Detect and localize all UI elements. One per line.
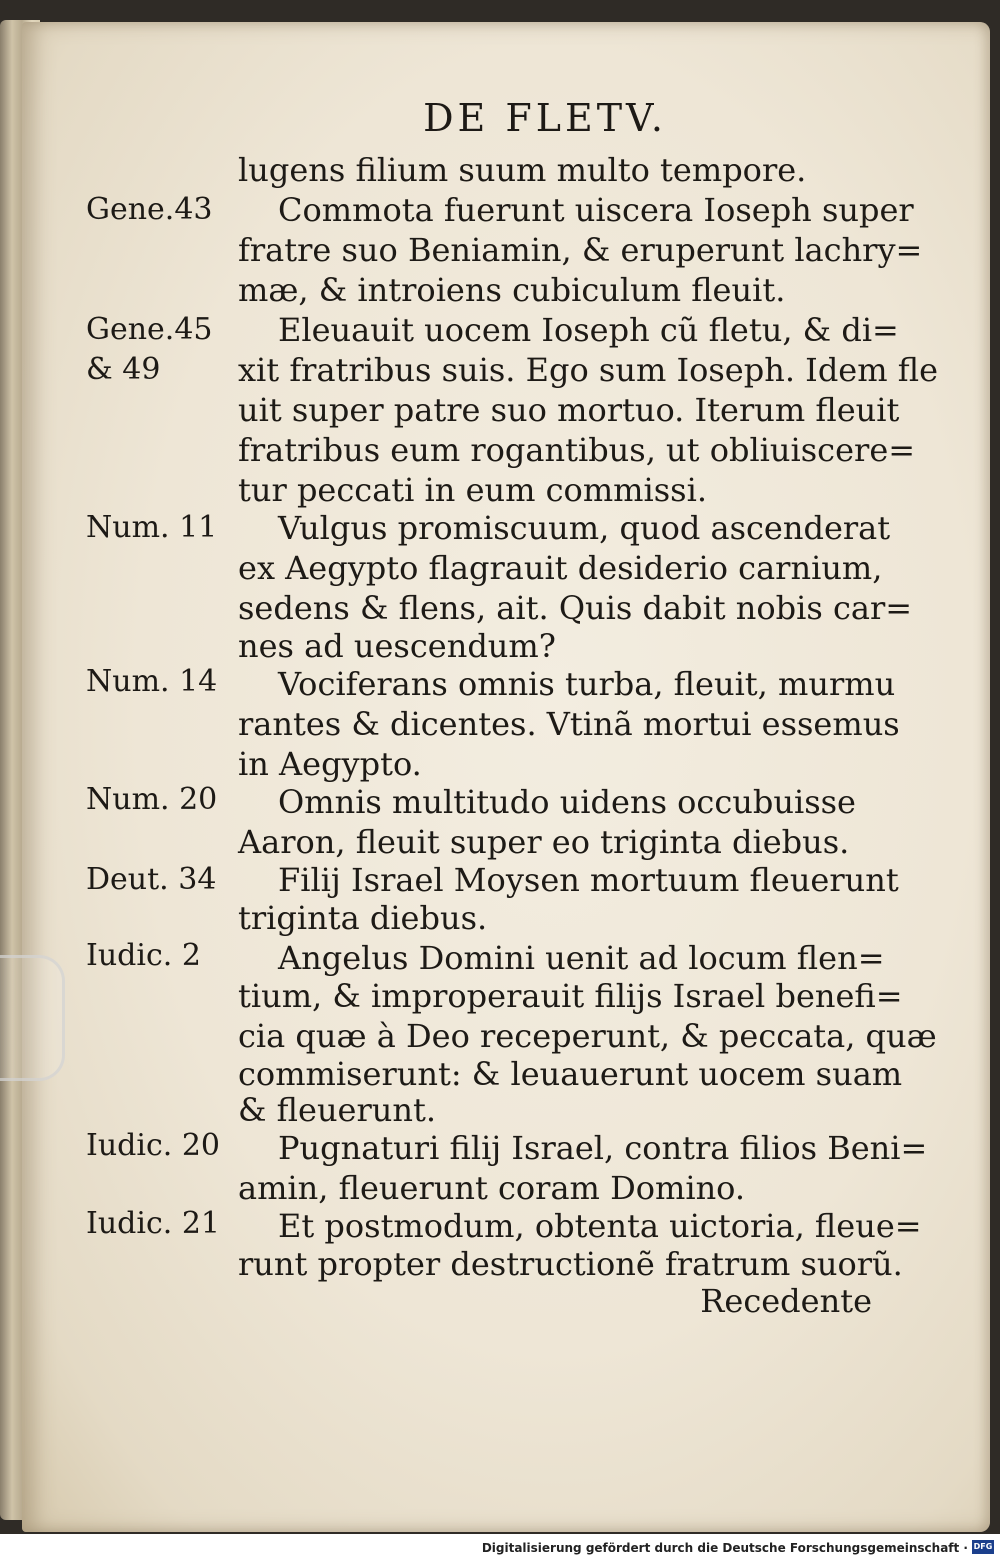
margin-note: Iudic. 2 [86, 938, 201, 973]
text-line: ex Aegypto flagrauit desiderio carnium, [238, 549, 883, 587]
margin-note: Iudic. 20 [86, 1128, 221, 1163]
footer-bar [0, 1534, 1000, 1560]
text-line: Filij Israel Moysen mortuum fleuerunt [278, 861, 899, 899]
margin-note: Iudic. 21 [86, 1206, 221, 1241]
text-line: tur peccati in eum commissi. [238, 471, 707, 509]
margin-note: Deut. 34 [86, 862, 217, 897]
catchword: Recedente [700, 1282, 872, 1320]
funding-credit: Digitalisierung gefördert durch die Deutsche Forschungsgemeinschaft · [481, 1541, 968, 1555]
text-line: tium, & improperauit filijs Israel benefi= [238, 977, 903, 1015]
text-line: Aaron, fleuit super eo triginta diebus. [238, 823, 850, 861]
text-line: amin, fleuerunt coram Domino. [238, 1169, 746, 1207]
text-line: in Aegypto. [238, 745, 422, 783]
text-line: Vulgus promiscuum, quod ascenderat [278, 509, 891, 547]
text-line: cia quæ à Deo receperunt, & peccata, quæ [238, 1017, 937, 1055]
page-clip [0, 955, 65, 1081]
text-line: triginta diebus. [238, 899, 488, 937]
margin-note: Gene.45 [86, 312, 213, 347]
text-line: Angelus Domini uenit ad locum flen= [278, 939, 885, 977]
text-line: lugens filium suum multo tempore. [238, 151, 807, 189]
margin-note: Num. 20 [86, 782, 218, 817]
text-line: Pugnaturi filij Israel, contra filios Beni= [278, 1129, 928, 1167]
text-line: Commota fuerunt uiscera Ioseph super [278, 191, 914, 229]
text-line: sedens & flens, ait. Quis dabit nobis car= [238, 589, 913, 627]
text-line: commiserunt: & leuauerunt uocem suam [238, 1055, 903, 1093]
margin-note: & 49 [86, 352, 161, 387]
text-line: Et postmodum, obtenta uictoria, fleue= [278, 1207, 922, 1245]
text-line: runt propter destructionẽ fratrum suorũ. [238, 1245, 903, 1283]
text-line: & fleuerunt. [238, 1091, 437, 1129]
text-line: Omnis multitudo uidens occubuisse [278, 783, 856, 821]
dfg-logo-icon: DFG [972, 1540, 994, 1554]
text-line: fratre suo Beniamin, & eruperunt lachry= [238, 231, 923, 269]
text-line: Vociferans omnis turba, fleuit, murmu [278, 665, 896, 703]
text-line: mæ, & introiens cubiculum fleuit. [238, 271, 786, 309]
text-line: nes ad uescendum? [238, 627, 556, 665]
running-header: DE FLETV. [423, 96, 667, 140]
text-line: Eleuauit uocem Ioseph cũ fletu, & di= [278, 311, 899, 349]
margin-note: Num. 14 [86, 664, 218, 699]
text-line: uit super patre suo mortuo. Iterum fleuit [238, 391, 900, 429]
text-line: fratribus eum rogantibus, ut obliuiscere= [238, 431, 916, 469]
margin-note: Num. 11 [86, 510, 218, 545]
text-line: xit fratribus suis. Ego sum Ioseph. Idem fle [238, 351, 939, 389]
margin-note: Gene.43 [86, 192, 213, 227]
text-line: rantes & dicentes. Vtinã mortui essemus [238, 705, 900, 743]
